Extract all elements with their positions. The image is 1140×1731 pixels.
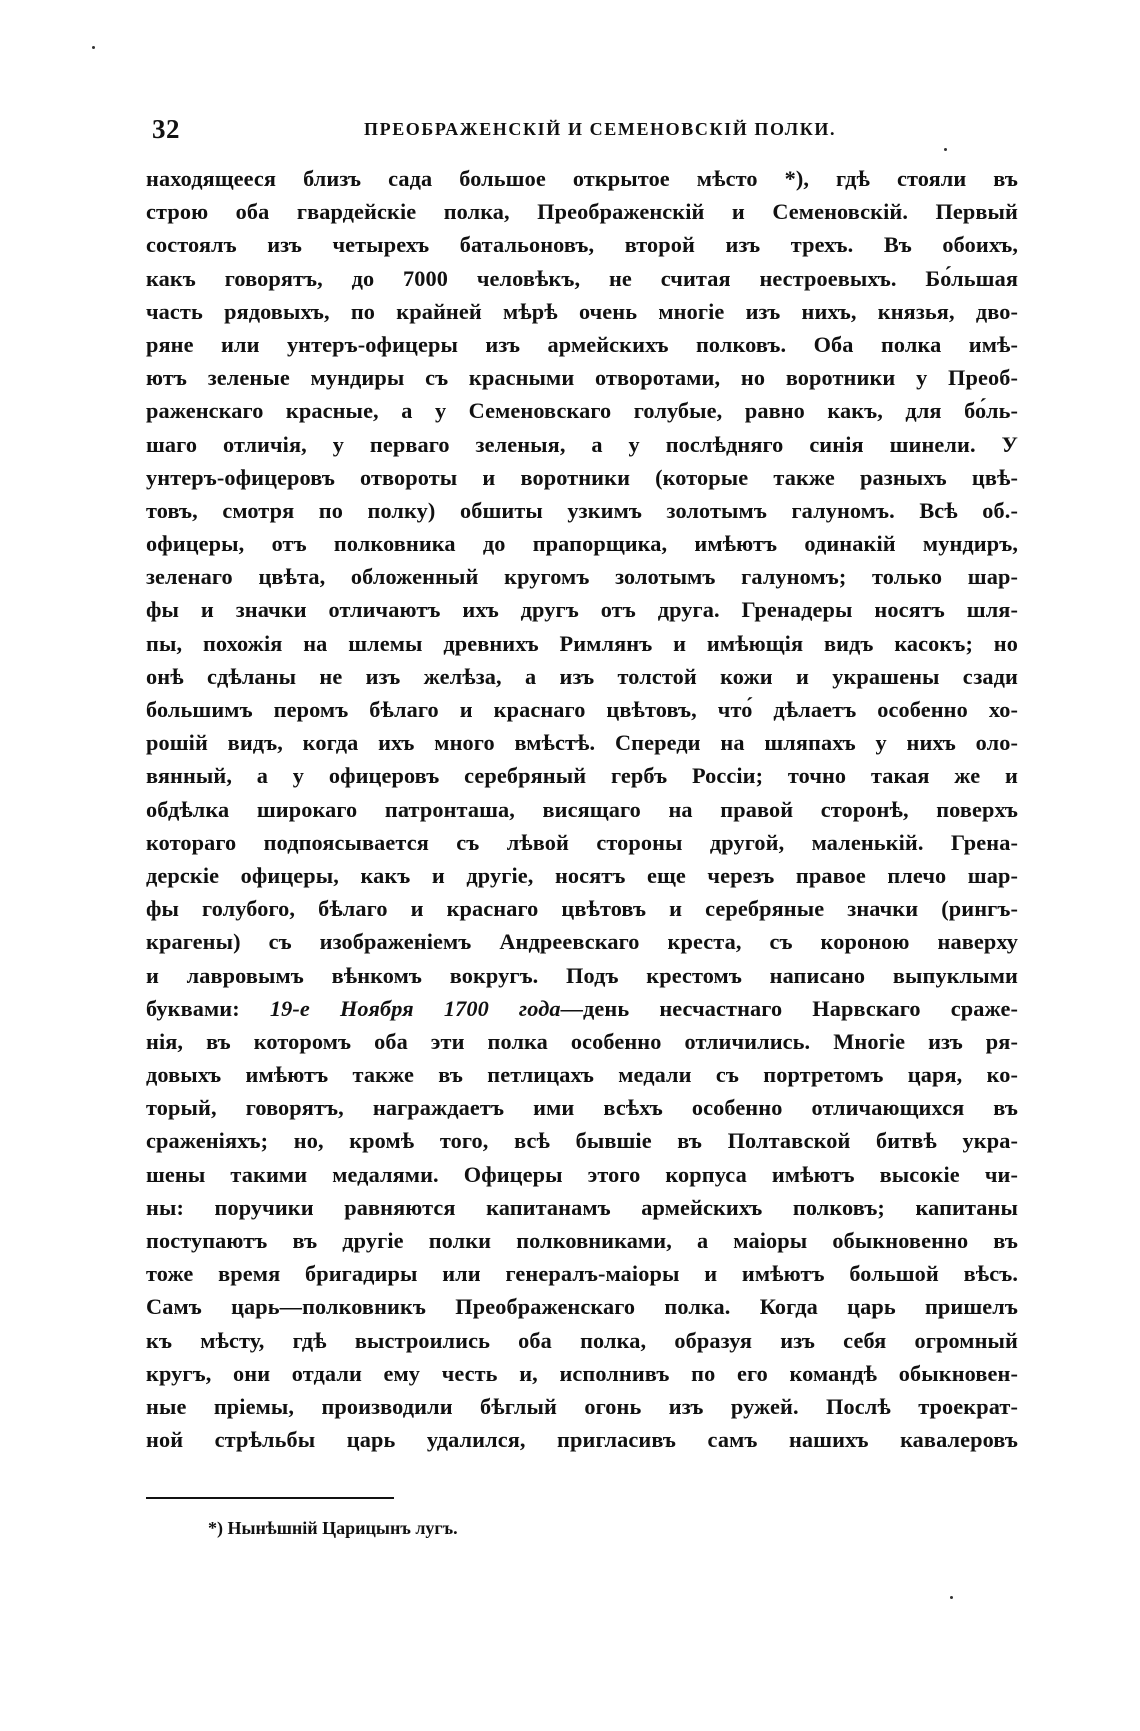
text-line: офицеры, отъ полковника до прапорщика, имѣютъ одинакій мундиръ, bbox=[146, 531, 1018, 557]
text-line: ные пріемы, производили бѣглый огонь изъ ружей. Послѣ троекрат- bbox=[146, 1393, 1018, 1419]
running-title: ПРЕОБРАЖЕНСКІЙ И СЕМЕНОВСКІЙ ПОЛКИ. bbox=[364, 119, 837, 139]
text-line: тоже время бригадиры или генералъ-маіоры и имѣютъ большой вѣсъ. bbox=[146, 1261, 1018, 1287]
text-line: онѣ сдѣланы не изъ желѣза, а изъ толстой кожи и украшены сзади bbox=[146, 663, 1018, 689]
text-line: къ мѣсту, гдѣ выстроились оба полка, образуя изъ себя огромный bbox=[146, 1327, 1018, 1353]
text-line: раженскаго красные, а у Семеновскаго голубые, равно какъ, для бо́ль- bbox=[146, 398, 1018, 424]
text-line: торый, говорятъ, награждаетъ ими всѣхъ особенно отличающихся въ bbox=[146, 1095, 1018, 1121]
text-line: буквами: 19-е Ноября 1700 года—день несчастнаго Нарвскаго сраже- bbox=[146, 995, 1019, 1021]
text-line: шаго отличія, у перваго зеленыя, а у послѣдняго синія шинели. У bbox=[146, 431, 1018, 457]
text-line: строю оба гвардейскіе полка, Преображенскій и Семеновскій. Первый bbox=[146, 199, 1018, 225]
text-line: состоялъ изъ четырехъ батальоновъ, второй изъ трехъ. Въ обоихъ, bbox=[146, 232, 1018, 258]
text-line: фы и значки отличаютъ ихъ другъ отъ друга. Гренадеры носятъ шля- bbox=[146, 597, 1018, 623]
footnote: *) Нынѣшній Царицынъ лугъ. bbox=[208, 1518, 458, 1538]
text-line: большимъ перомъ бѣлаго и краснаго цвѣтовъ, что́ дѣлаетъ особенно хо- bbox=[146, 697, 1018, 722]
text-line: Самъ царь—полковникъ Преображенскаго полка. Когда царь пришелъ bbox=[146, 1294, 1018, 1320]
text-line: поступаютъ въ другіе полки полковниками, а маіоры обыкновенно въ bbox=[146, 1228, 1018, 1253]
text-line: товъ, смотря по полку) обшиты узкимъ золотымъ галуномъ. Всѣ об.- bbox=[146, 497, 1018, 523]
text-line: и лавровымъ вѣнкомъ вокругъ. Подъ крестомъ написано выпуклыми bbox=[146, 962, 1018, 988]
running-header bbox=[152, 114, 1022, 150]
text-line: дерскіе офицеры, какъ и другіе, носятъ еще черезъ правое плечо шар- bbox=[146, 862, 1018, 888]
text-line: рошій видъ, когда ихъ много вмѣстѣ. Спереди на шляпахъ у нихъ оло- bbox=[146, 730, 1018, 756]
text-line: сраженіяхъ; но, кромѣ того, всѣ бывшіе въ Полтавской битвѣ укра- bbox=[146, 1128, 1018, 1154]
text-line: унтеръ-офицеровъ отвороты и воротники (которые также разныхъ цвѣ- bbox=[146, 464, 1018, 490]
text-line: ютъ зеленые мундиры съ красными отворотами, но воротники у Преоб- bbox=[146, 365, 1018, 391]
footnote-divider bbox=[146, 1497, 394, 1499]
text-line: зеленаго цвѣта, обложенный кругомъ золотымъ галуномъ; только шар- bbox=[146, 564, 1018, 590]
text-line: шены такими медалями. Офицеры этого корпуса имѣютъ высокіе чи- bbox=[146, 1161, 1018, 1187]
text-line: часть рядовыхъ, по крайней мѣрѣ очень многіе изъ нихъ, князья, дво- bbox=[146, 298, 1018, 324]
scan-speck bbox=[92, 46, 95, 49]
text-line: ряне или унтеръ-офицеры изъ армейскихъ полковъ. Оба полка имѣ- bbox=[146, 331, 1018, 357]
text-line: нія, въ которомъ оба эти полка особенно отличились. Многіе изъ ря- bbox=[146, 1028, 1018, 1054]
text-line: ной стрѣльбы царь удалился, пригласивъ самъ нашихъ кавалеровъ bbox=[146, 1427, 1018, 1453]
text-line: фы голубого, бѣлаго и краснаго цвѣтовъ и серебряные значки (рингъ- bbox=[146, 896, 1018, 922]
text-line: довыхъ имѣютъ также въ петлицахъ медали съ портретомъ царя, ко- bbox=[146, 1062, 1018, 1088]
text-line: кругъ, они отдали ему честь и, исполнивъ по его командѣ обыкновен- bbox=[146, 1360, 1018, 1386]
text-line: крагены) съ изображеніемъ Андреевскаго креста, съ короною наверху bbox=[146, 929, 1018, 955]
text-line: находящееся близъ сада большое открытое мѣсто *), гдѣ стояли въ bbox=[146, 166, 1018, 191]
text-line: обдѣлка широкаго патронташа, висящаго на правой сторонѣ, поверхъ bbox=[146, 796, 1018, 822]
text-line: пы, похожія на шлемы древнихъ Римлянъ и имѣющія видъ касокъ; но bbox=[146, 630, 1018, 656]
text-line: котораго подпоясывается съ лѣвой стороны другой, маленькій. Грена- bbox=[146, 829, 1018, 855]
scan-speck bbox=[950, 1596, 953, 1599]
body-text bbox=[146, 162, 1018, 1456]
text-line: какъ говорятъ, до 7000 человѣкъ, не считая нестроевыхъ. Бо́льшая bbox=[146, 265, 1018, 291]
italic-date: 19-е Ноября 1700 года bbox=[269, 995, 561, 1021]
scan-speck bbox=[944, 148, 947, 151]
text-line: вянный, а у офицеровъ серебряный гербъ Россіи; точно такая же и bbox=[146, 763, 1018, 789]
text-line: ны: поручики равняются капитанамъ армейскихъ полковъ; капитаны bbox=[146, 1194, 1018, 1220]
page-number: 32 bbox=[152, 114, 180, 144]
